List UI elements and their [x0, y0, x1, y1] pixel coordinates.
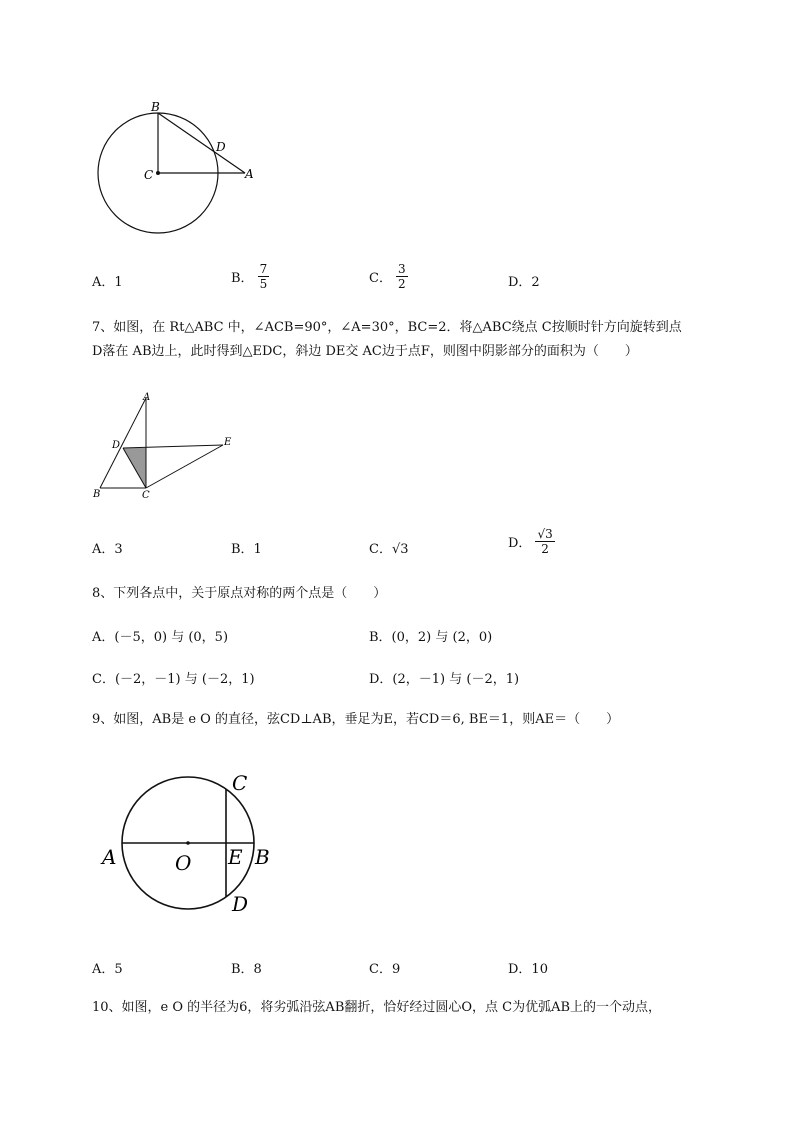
q7-option-a: A．3: [92, 542, 123, 557]
q9-option-a: A．5: [92, 962, 123, 977]
q9-stem: 9、如图，AB是 e O 的直径，弦CD⊥AB，垂足为E，若CD＝6, BE＝1，则AE＝（ ）: [92, 712, 620, 727]
q7-label-c: C: [142, 490, 150, 500]
q6-option-c-denominator: 2: [397, 277, 406, 291]
q6-option-c-fraction: [396, 262, 408, 291]
q8-option-d: D．(2，－1) 与 (－2，1): [369, 672, 520, 687]
q6-option-c-numerator: 3: [397, 262, 406, 276]
q7-segment-de: [123, 445, 223, 448]
q9-center-dot: [186, 841, 190, 845]
q7-label-d: D: [112, 440, 121, 451]
q7-label-a: A: [143, 392, 151, 403]
q7-option-c-prefix: C．: [369, 542, 392, 557]
q7-stem-line2: D落在 AB边上，此时得到△EDC，斜边 DE交 AC边于点F，则图中阴影部分的面积为（ ）: [92, 344, 638, 359]
q6-option-b-prefix: B．: [231, 271, 254, 286]
q7-option-d-fraction: [535, 527, 554, 556]
q7-figure: [90, 390, 240, 500]
q6-option-b-numerator: 7: [259, 262, 268, 276]
q9-label-b: B: [255, 845, 270, 869]
q9-label-c: C: [232, 771, 248, 795]
q9-figure: [98, 768, 288, 918]
q9-label-e: E: [228, 845, 243, 869]
q6-label-d: D: [216, 140, 226, 154]
q8-stem: 8、下列各点中，关于原点对称的两个点是（ ）: [92, 586, 387, 601]
q7-option-b: B．1: [231, 542, 262, 557]
q6-option-c: [369, 262, 408, 291]
q7-option-d-denominator: 2: [541, 542, 549, 556]
q6-label-a: A: [245, 167, 254, 181]
q6-option-c-prefix: C．: [369, 271, 392, 286]
q6-option-b-fraction: [258, 262, 270, 291]
q7-option-d-numerator: √3: [537, 527, 553, 541]
q9-option-d: D．10: [508, 962, 548, 977]
q9-option-c: C．9: [369, 962, 401, 977]
q9-option-b: B．8: [231, 962, 262, 977]
q8-option-b: B．(0，2) 与 (2，0): [369, 630, 493, 645]
q6-label-b: B: [151, 100, 160, 114]
q9-label-a: A: [102, 845, 117, 869]
q9-label-d: D: [232, 892, 249, 916]
q6-option-b: [231, 262, 269, 291]
q6-option-a: A．1: [92, 275, 123, 290]
q7-option-c: [369, 538, 409, 557]
q7-segment-ec: [146, 445, 223, 488]
q6-segment-ba: [158, 113, 245, 173]
q9-label-o: O: [175, 851, 192, 875]
q7-label-e: E: [224, 437, 232, 448]
q6-figure: [90, 95, 270, 240]
q8-option-a: A．(－5，0) 与 (0，5): [92, 630, 229, 645]
q7-option-d: [508, 527, 555, 556]
q7-stem: [92, 316, 752, 364]
q7-option-c-root: √3: [391, 542, 409, 557]
q7-label-b: B: [93, 489, 101, 500]
q6-center-dot: [156, 171, 160, 175]
q6-option-d: D．2: [508, 275, 540, 290]
q8-option-c: C．(－2，－1) 与 (－2，1): [92, 672, 255, 687]
q10-stem: 10、如图，e O 的半径为6，将劣弧沿弦AB翻折，恰好经过圆心O，点 C为优弧AB上的一个动点，: [92, 1000, 662, 1015]
q7-stem-line1: 7、如图，在 Rt△ABC 中，∠ACB=90°，∠A=30°，BC=2．将△ABC绕点 C按顺时针方向旋转到点: [92, 320, 682, 335]
q6-label-c: C: [144, 168, 154, 182]
q6-option-b-denominator: 5: [259, 277, 268, 291]
q7-option-d-prefix: D．: [508, 536, 532, 551]
